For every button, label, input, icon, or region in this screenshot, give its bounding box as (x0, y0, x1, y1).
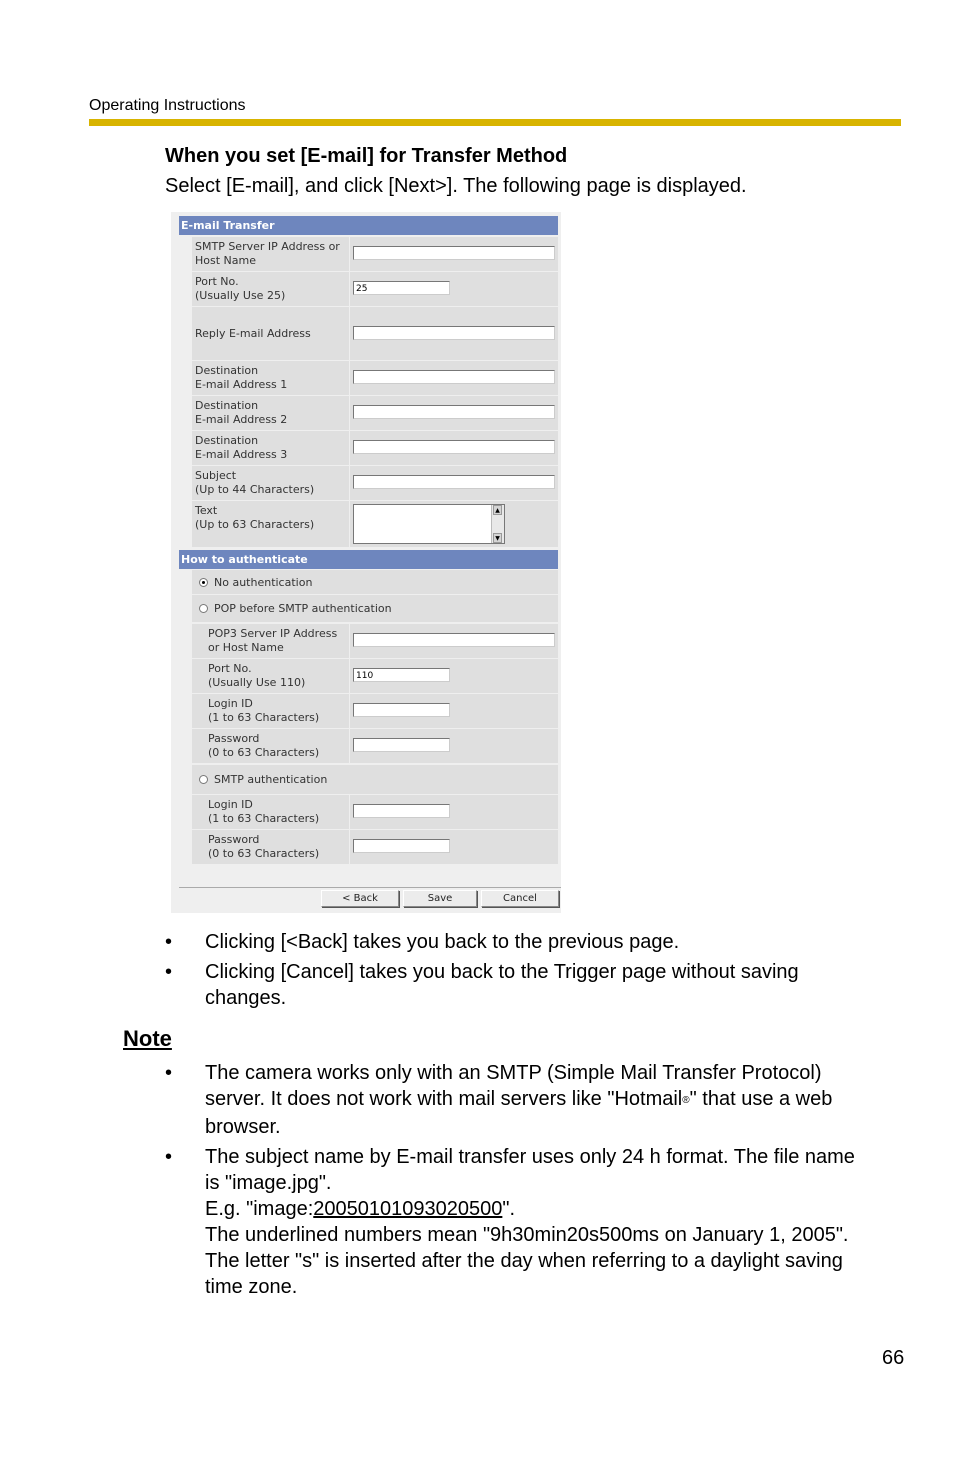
radio-icon[interactable] (199, 775, 208, 784)
bullet-marker: • (165, 931, 173, 953)
pop3-server-input[interactable] (353, 633, 555, 647)
text-textarea[interactable] (353, 504, 505, 544)
bullet-cancel: Clicking [Cancel] takes you back to the Trigger page without saving changes. (205, 961, 799, 1009)
dest2-cell (350, 396, 558, 430)
smtp-server-label: SMTP Server IP Address or Host Name (192, 237, 349, 271)
no-auth-option[interactable]: No authentication (192, 570, 558, 594)
reply-email-label: Reply E-mail Address (192, 307, 349, 360)
reply-email-input[interactable] (353, 326, 555, 340)
pop-before-smtp-option[interactable]: POP before SMTP authentication (192, 595, 558, 622)
dest3-label: Destination E-mail Address 3 (192, 431, 349, 465)
save-button[interactable]: Save (403, 890, 477, 907)
dest3-input[interactable] (353, 440, 555, 454)
bullet-marker: • (165, 1146, 173, 1168)
cancel-button[interactable]: Cancel (481, 890, 559, 907)
bullet-marker: • (165, 1062, 173, 1084)
dest2-label: Destination E-mail Address 2 (192, 396, 349, 430)
textarea-scrollbar[interactable] (491, 505, 504, 543)
pop-password-input[interactable] (353, 738, 450, 752)
pop-login-label: Login ID (1 to 63 Characters) (192, 694, 349, 728)
radio-selected-icon[interactable] (199, 578, 208, 587)
pop-port-cell (350, 659, 558, 693)
dest1-input[interactable] (353, 370, 555, 384)
pop-login-input[interactable] (353, 703, 450, 717)
note-subject: The subject name by E-mail transfer uses only 24 h format. The file name is "image.jpg". E.g. "image:20050101093020500". The underlined numbers mean "9h30min20s500ms on January 1, 2005". The letter "s" is inserted after the day when referring to a daylight saving time zone. (205, 1146, 855, 1298)
pop3-server-cell (350, 624, 558, 658)
pop3-server-label: POP3 Server IP Address or Host Name (192, 624, 349, 658)
section-intro: Select [E-mail], and click [Next>]. The following page is displayed. (165, 175, 747, 197)
smtp-login-label: Login ID (1 to 63 Characters) (192, 795, 349, 829)
reply-email-cell (350, 307, 558, 360)
subject-cell (350, 466, 558, 500)
subject-input[interactable] (353, 475, 555, 489)
divider (179, 887, 561, 888)
dest1-cell (350, 361, 558, 395)
port-cell (350, 272, 558, 306)
text-cell (350, 501, 558, 547)
section-title: When you set [E-mail] for Transfer Method (165, 145, 568, 167)
port-label: Port No. (Usually Use 25) (192, 272, 349, 306)
radio-icon[interactable] (199, 604, 208, 613)
note-title: Note (123, 1026, 172, 1051)
header-text: Operating Instructions (89, 97, 246, 114)
pop-port-input[interactable]: 110 (353, 668, 450, 682)
smtp-password-label: Password (0 to 63 Characters) (192, 830, 349, 864)
pop-login-cell (350, 694, 558, 728)
port-input[interactable]: 25 (353, 281, 450, 295)
email-transfer-header: E-mail Transfer (179, 216, 558, 235)
bullet-marker: • (165, 961, 173, 983)
smtp-login-cell (350, 795, 558, 829)
smtp-password-cell (350, 830, 558, 864)
scroll-up-icon[interactable]: ▲ (493, 505, 502, 515)
smtp-server-input[interactable] (353, 246, 555, 260)
underlined-numbers: 20050101093020500 (313, 1198, 503, 1220)
dest2-input[interactable] (353, 405, 555, 419)
note-smtp: The camera works only with an SMTP (Simple Mail Transfer Protocol) server. It does not work with mail servers like "Hotmail®" that use a web browser. (205, 1062, 833, 1138)
page-number: 66 (882, 1347, 905, 1369)
text-label: Text (Up to 63 Characters) (192, 501, 349, 547)
bullet-back: Clicking [<Back] takes you back to the previous page. (205, 931, 680, 953)
subject-label: Subject (Up to 44 Characters) (192, 466, 349, 500)
scroll-down-icon[interactable]: ▼ (493, 533, 502, 543)
auth-header: How to authenticate (179, 550, 558, 569)
smtp-login-input[interactable] (353, 804, 450, 818)
registered-mark: ® (682, 1095, 690, 1106)
smtp-auth-option[interactable]: SMTP authentication (192, 765, 558, 794)
dest3-cell (350, 431, 558, 465)
pop-port-label: Port No. (Usually Use 110) (192, 659, 349, 693)
pop-password-label: Password (0 to 63 Characters) (192, 729, 349, 763)
back-button[interactable]: < Back (321, 890, 399, 907)
pop-password-cell (350, 729, 558, 763)
dest1-label: Destination E-mail Address 1 (192, 361, 349, 395)
smtp-password-input[interactable] (353, 839, 450, 853)
email-settings-screenshot (171, 212, 561, 913)
smtp-server-cell (350, 237, 558, 271)
header-bar (89, 119, 901, 126)
